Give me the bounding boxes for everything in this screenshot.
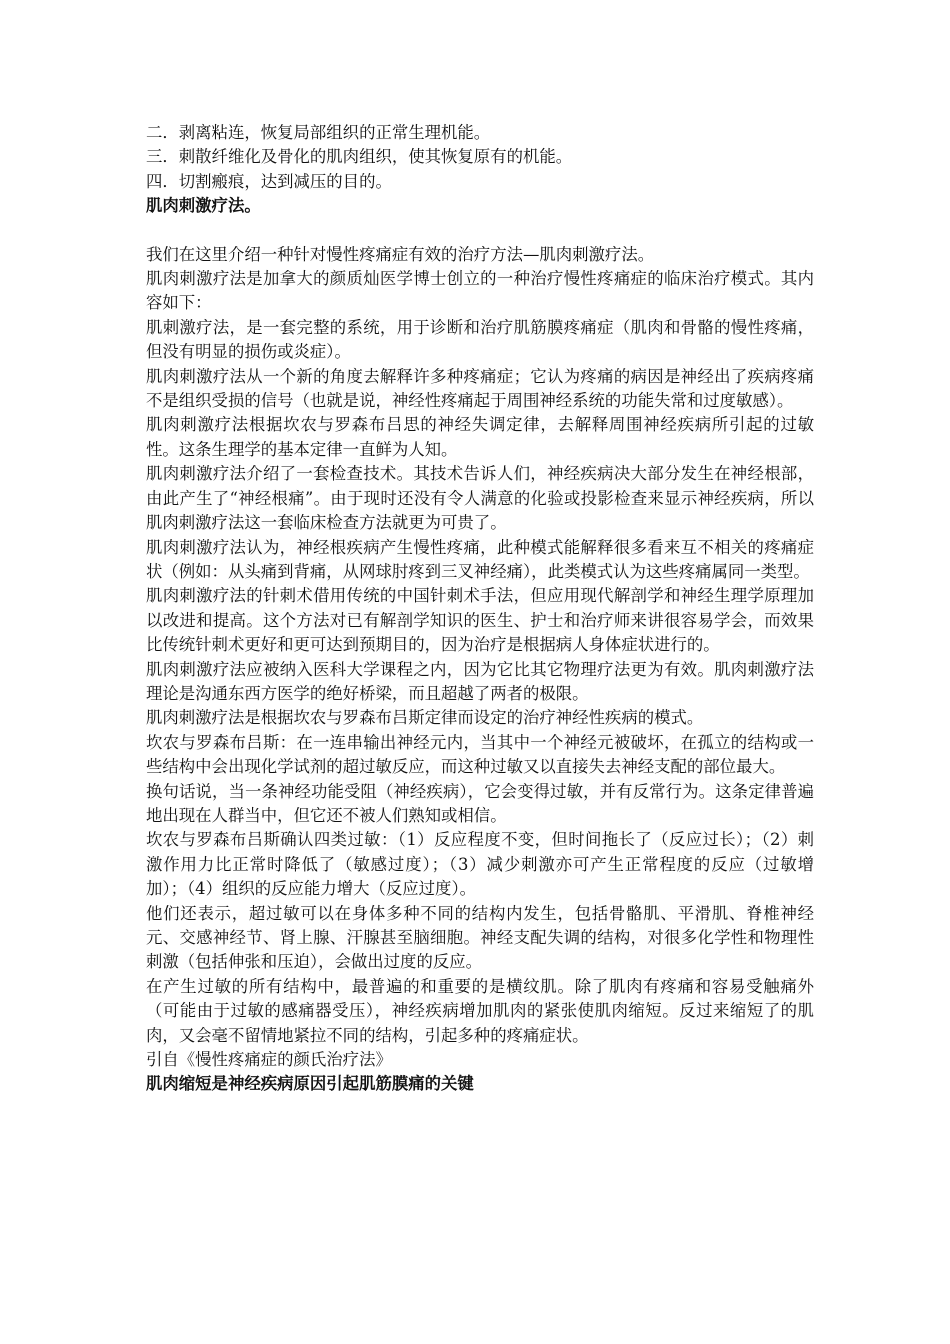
- spacer: [146, 219, 814, 243]
- paragraph: 我们在这里介绍一种针对慢性疼痛症有效的治疗方法—肌肉刺激疗法。: [146, 244, 655, 264]
- list-item: 四．切割瘢痕，达到减压的目的。: [146, 171, 392, 191]
- list-item: 二．剥离粘连，恢复局部组织的正常生理机能。: [146, 123, 491, 142]
- list-item: 三．刺散纤维化及骨化的肌肉组织，使其恢复原有的机能。: [146, 147, 573, 167]
- paragraph: 肌肉刺激疗法根据坎农与罗森布吕思的神经失调定律，去解释周围神经疾病所引起的过敏性。这条生理学的基本定律一直鲜为人知。: [146, 415, 814, 459]
- paragraph: 坎农与罗森布吕斯：在一连串输出神经元内，当其中一个神经元被破坏，在孤立的结构或一些结构中会出现化学试剂的超过敏反应，而这种过敏又以直接失去神经支配的部位最大。: [146, 732, 814, 777]
- paragraph: 肌刺激疗法，是一套完整的系统，用于诊断和治疗肌筋膜疼痛症（肌肉和骨骼的慢性疼痛，但没有明显的损伤或炎症）。: [146, 317, 814, 362]
- paragraph: 肌肉刺激疗法是根据坎农与罗森布吕斯定律而设定的治疗神经性疾病的模式。: [146, 708, 704, 728]
- document-body: [146, 121, 814, 1097]
- paragraph: 换句话说，当一条神经功能受阻（神经疾病），它会变得过敏，并有反常行为。这条定律普遍地出现在人群当中，但它还不被人们熟知或相信。: [146, 781, 814, 825]
- paragraph: 在产生过敏的所有结构中，最普遍的和重要的是横纹肌。除了肌肉有疼痛和容易受触痛外（可能由于过敏的感痛器受压），神经疾病增加肌肉的紧张使肌肉缩短。反过来缩短了的肌肉，又会毫不留情地紧拉不同的结构，引起多种的疼痛症状。: [146, 976, 814, 1045]
- paragraph: 肌肉刺激疗法是加拿大的颜质灿医学博士创立的一种治疗慢性疼痛症的临床治疗模式。其内容如下：: [146, 269, 814, 313]
- paragraph: 肌肉刺激疗法从一个新的角度去解释许多种疼痛症；它认为疼痛的病因是神经出了疾病疼痛不是组织受损的信号（也就是说，神经性疼痛起于周围神经系统的功能失常和过度敏感）。: [146, 366, 814, 411]
- paragraph: 肌肉刺激疗法认为，神经根疾病产生慢性疼痛，此种模式能解释很多看来互不相关的疼痛症状（例如：从头痛到背痛，从网球肘疼到三叉神经痛），此类模式认为这些疼痛属同一类型。: [146, 537, 814, 581]
- paragraph: 肌肉刺激疗法的针刺术借用传统的中国针刺术手法，但应用现代解剖学和神经生理学原理加以改进和提高。这个方法对已有解剖学知识的医生、护士和治疗师来讲很容易学会，而效果比传统针刺术更好和更可达到预期目的，因为治疗是根据病人身体症状进行的。: [146, 586, 814, 655]
- section-heading: 肌肉刺激疗法。: [146, 196, 261, 216]
- paragraph: 肌肉刺激疗法应被纳入医科大学课程之内，因为它比其它物理疗法更为有效。肌肉刺激疗法理论是沟通东西方医学的绝好桥梁，而且超越了两者的极限。: [146, 659, 814, 703]
- paragraph: 坎农与罗森布吕斯确认四类过敏：（1）反应程度不变，但时间拖长了（反应过长）；（2）刺激作用力比正常时降低了（敏感过度）；（3）减少刺激亦可产生正常程度的反应（过敏增加）；（4）组织的反应能力增大（反应过度）。: [146, 830, 814, 899]
- section-heading: 肌肉缩短是神经疾病原因引起肌筋膜痛的关键: [146, 1074, 474, 1094]
- paragraph: 肌肉刺激疗法介绍了一套检查技术。其技术告诉人们，神经疾病决大部分发生在神经根部，由此产生了“神经根痛”。由于现时还没有令人满意的化验或投影检查来显示神经疾病，所以肌肉刺激疗法这一套临床检查方法就更为可贵了。: [146, 464, 814, 533]
- citation: 引自《慢性疼痛症的颜氏治疗法》: [146, 1050, 392, 1070]
- paragraph: 他们还表示，超过敏可以在身体多种不同的结构内发生，包括骨骼肌、平滑肌、脊椎神经元、交感神经节、肾上腺、汗腺甚至脑细胞。神经支配失调的结构，对很多化学性和物理性刺激（包括伸张和压迫），会做出过度的反应。: [146, 903, 814, 972]
